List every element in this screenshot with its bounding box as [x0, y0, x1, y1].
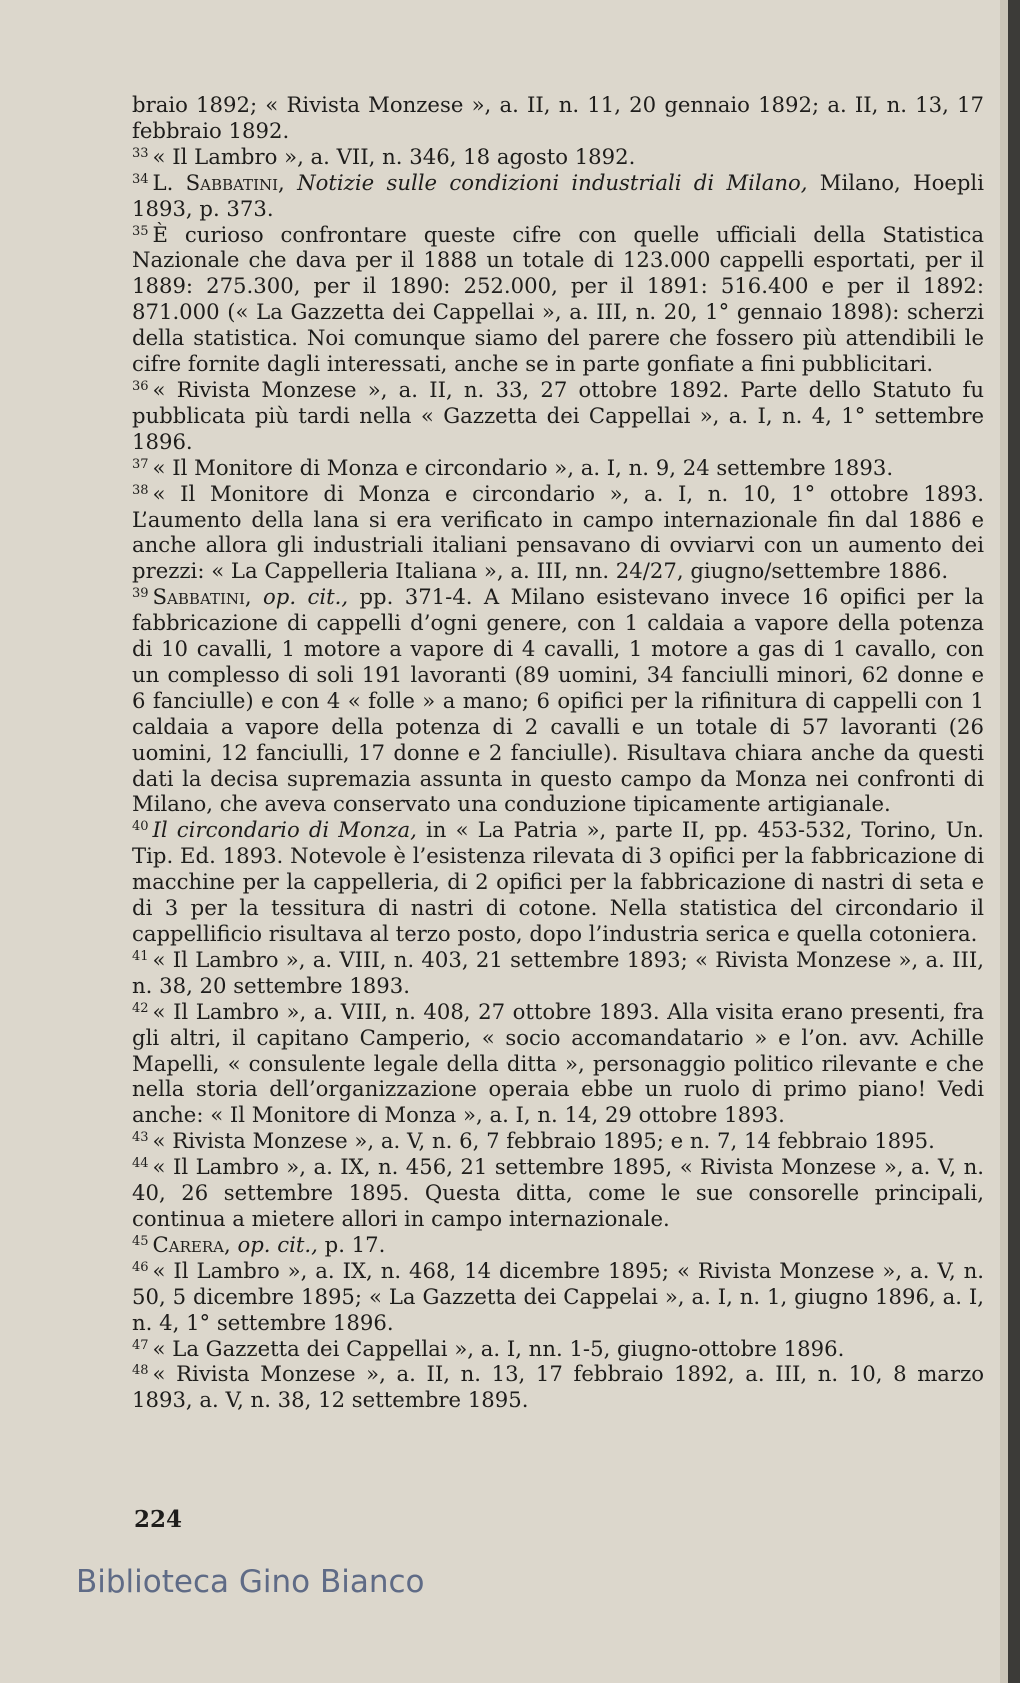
footnote-number: 47 [132, 1337, 149, 1353]
footnote-46: $^{46}$ « Il Lambro », a. IX, n. 468, 14 dicembre 1895; « Rivista Monzese », a. V, n. 50, 5 dicembre 1895; « La Gazzetta dei Cappelai », a. I, n. 1, giugno 1896, a. I, n. 4, 1° settembre 1896. [132, 1257, 984, 1335]
footnote-number: 35 [132, 223, 149, 239]
footnote-number: 44 [132, 1156, 149, 1172]
footnote-number: 48 [132, 1363, 149, 1379]
footnote-title: op. cit., [263, 584, 349, 610]
book-spine-edge [1008, 0, 1020, 1683]
footnote-number: 42 [132, 1000, 149, 1016]
footnote-author: L. Sabbatini, [152, 169, 285, 195]
footnote-42: $^{42}$ « Il Lambro », a. VIII, n. 408, 27 ottobre 1893. Alla visita erano presenti, fra gli altri, il capitano Camperio, « socio accomandatario » e l’on. avv. Achille Mapelli, « consulente legale della ditta », personaggio politico rilevante e che nella storia dell’organizzazione operaia ebbe un ruolo di primo piano! Vedi anche: « Il Monitore di Monza », a. I, n. 14, 29 ottobre 1893. [132, 998, 984, 1128]
footnote-47: $^{47}$ « La Gazzetta dei Cappellai », a. I, nn. 1-5, giugno-ottobre 1896. [132, 1335, 845, 1361]
footnote-38: $^{38}$ « Il Monitore di Monza e circondario », a. I, n. 10, 1° ottobre 1893. L’aumento della lana si era verificato in campo internazionale fin dal 1886 e anche allora gli industriali italiani pensavano di ovviarvi con un aumento dei prezzi: « La Cappelleria Italiana », a. III, nn. 24/27, giugno/settembre 1886. [132, 480, 984, 584]
footnote-34: $^{34}$ L. Sabbatini, Notizie sulle condizioni industriali di Milano, Milano, Hoepli 1893, p. 373. [132, 169, 984, 221]
footnote-number: 38 [132, 482, 149, 498]
footnote-41: $^{41}$ « Il Lambro », a. VIII, n. 403, 21 settembre 1893; « Rivista Monzese », a. III, n. 38, 20 settembre 1893. [132, 946, 984, 998]
footnote-author: Sabbatini, [152, 584, 252, 610]
footnote-33: $^{33}$ « Il Lambro », a. VII, n. 346, 18 agosto 1892. [132, 143, 636, 169]
footnote-number: 45 [132, 1233, 149, 1249]
footnote-36: $^{36}$ « Rivista Monzese », a. II, n. 33, 27 ottobre 1892. Parte dello Statuto fu pubblicata più tardi nella « Gazzetta dei Cappellai », a. I, n. 4, 1° settembre 1896. [132, 376, 984, 454]
library-watermark: Biblioteca Gino Bianco [76, 1564, 425, 1600]
footnote-number: 34 [132, 171, 149, 187]
page-number: 224 [134, 1506, 183, 1533]
footnote-number: 39 [132, 586, 149, 602]
footnote-45: $^{45}$ Carera, op. cit., p. 17. [132, 1231, 386, 1257]
footnote-37: $^{37}$ « Il Monitore di Monza e circondario », a. I, n. 9, 24 settembre 1893. [132, 454, 894, 480]
footnote-39: $^{39}$ Sabbatini, op. cit., pp. 371-4. A Milano esistevano invece 16 opifici per la fabbricazione di cappelli d’ogni genere, con 1 caldaia a vapore della potenza di 10 cavalli, 1 motore a vapore di 4 cavalli, 1 motore a gas di 1 cavallo, con un complesso di soli 191 lavoranti (89 uomini, 34 fanciulli minori, 62 donne e 6 fanciulle) e con 4 « folle » a mano; 6 opifici per la rifinitura di cappelli con 1 caldaia a vapore della potenza di 2 cavalli e un totale di 57 lavoranti (26 uomini, 12 fanciulli, 17 donne e 2 fanciulle). Risultava chiara anche da questi dati la decisa supremazia assunta in questo campo da Monza nei confronti di Milano, che aveva conservato una conduzione tipicamente artigianale. [132, 584, 984, 817]
footnote-44: $^{44}$ « Il Lambro », a. IX, n. 456, 21 settembre 1895, « Rivista Monzese », a. V, n. 40, 26 settembre 1895. Questa ditta, come le sue consorelle principali, continua a mietere allori in campo internazionale. [132, 1154, 984, 1231]
footnote-43: $^{43}$ « Rivista Monzese », a. V, n. 6, 7 febbraio 1895; e n. 7, 14 febbraio 1895. [132, 1128, 935, 1154]
footnote-number: 33 [132, 145, 149, 161]
footnotes-block [132, 92, 984, 1413]
footnote-number: 46 [132, 1259, 149, 1275]
footnote-35: $^{35}$ È curioso confrontare queste cifre con quelle ufficiali della Statistica Nazionale che dava per il 1888 un totale di 123.000 cappelli esportati, per il 1889: 275.300, per il 1890: 252.000, per il 1891: 516.400 e per il 1892: 871.000 (« La Gazzetta dei Cappellai », a. III, n. 20, 1° gennaio 1898): scherzi della statistica. Noi comunque siamo del parere che fossero più attendibili le cifre fornite dagli interessati, anche se in parte gonfiate a fini pubblicitari. [132, 221, 984, 377]
footnote-number: 41 [132, 948, 149, 964]
footnote-48: $^{48}$ « Rivista Monzese », a. II, n. 13, 17 febbraio 1892, a. III, n. 10, 8 marzo 1893, a. V, n. 38, 12 settembre 1895. [132, 1361, 984, 1413]
footnote-title: Notizie sulle condizioni industriali di Milano, [297, 169, 808, 195]
footnote-title: Il circondario di Monza, [152, 817, 417, 843]
footnote-number: 43 [132, 1130, 149, 1146]
footnote-number: 37 [132, 456, 149, 472]
footnote-number: 36 [132, 378, 149, 394]
footnote-40: $^{40}$ Il circondario di Monza, in « La Patria », parte II, pp. 453-532, Torino, Un. Tip. Ed. 1893. Notevole è l’esistenza rilevata di 3 opifici per la fabbricazione di macchine per la cappelleria, di 2 opifici per la fabbricazione di nastri di seta e di 3 per la tessitura di nastri di cotone. Nella statistica del circondario il cappellificio risultava al terzo posto, dopo l’industria serica e quella cotoniera. [132, 817, 984, 946]
page-edge-shadow [1000, 0, 1008, 1683]
footnote-author: Carera, [152, 1231, 231, 1257]
footnote-title: op. cit., [237, 1231, 318, 1257]
footnote-number: 40 [132, 819, 149, 835]
footnote-continuation: braio 1892; « Rivista Monzese », a. II, n. 11, 20 gennaio 1892; a. II, n. 13, 17 febbraio 1892. [132, 92, 984, 143]
